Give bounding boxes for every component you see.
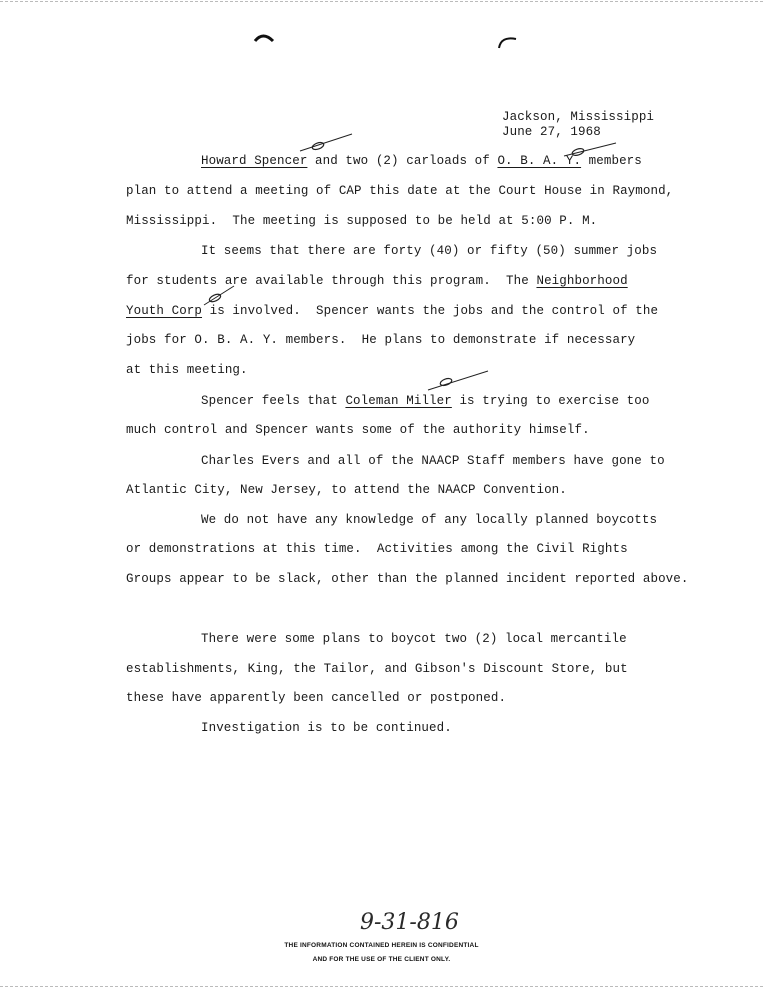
org-youth-corp: Youth Corp [126, 304, 203, 318]
name-howard-spencer: Howard Spencer [201, 154, 308, 168]
paragraph-7-line-1: Investigation is to be continued. [201, 721, 452, 735]
confidential-notice-line-2: AND FOR THE USE OF THE CLIENT ONLY. [312, 956, 451, 963]
paragraph-2-line-1: It seems that there are forty (40) or fifty (50) summer jobs [201, 244, 658, 258]
header-date: June 27, 1968 [502, 125, 601, 139]
header-location: Jackson, Mississippi [502, 110, 655, 124]
paragraph-1-line-3: Mississippi. The meeting is supposed to be held at 5:00 P. M. [126, 214, 598, 228]
paragraph-2-line-4: jobs for O. B. A. Y. members. He plans to demonstrate if necessary [126, 333, 636, 347]
top-edge-rule [0, 1, 763, 2]
check-mark-youth-corp [202, 283, 236, 307]
paragraph-2-line-2: for students are available through this program. The Neighborhood [126, 274, 628, 288]
org-obay: O. B. A. Y. [497, 154, 582, 168]
paragraph-5-line-1: We do not have any knowledge of any locally planned boycotts [201, 513, 658, 527]
paragraph-2-line-3: Youth Corp is involved. Spencer wants the jobs and the control of the [126, 304, 659, 318]
name-coleman-miller: Coleman Miller [345, 394, 452, 408]
paragraph-3-line-2: much control and Spencer wants some of the authority himself. [126, 423, 590, 437]
punch-mark-right [496, 33, 520, 49]
paragraph-1-line-2: plan to attend a meeting of CAP this date at the Court House in Raymond, [126, 184, 674, 198]
paragraph-6-line-3: these have apparently been cancelled or postponed. [126, 691, 507, 705]
paragraph-4-line-1: Charles Evers and all of the NAACP Staff members have gone to [201, 454, 665, 468]
handwritten-file-number: 9-31-816 [360, 910, 459, 935]
paragraph-1-line-1: Howard Spencer and two (2) carloads of O. B. A. Y. members [201, 154, 642, 168]
check-mark-spencer [298, 131, 354, 157]
paragraph-6-line-2: establishments, King, the Tailor, and Gibson's Discount Store, but [126, 662, 628, 676]
paragraph-4-line-2: Atlantic City, New Jersey, to attend the NAACP Convention. [126, 483, 567, 497]
confidential-notice-line-1: THE INFORMATION CONTAINED HEREIN IS CONFIDENTIAL [284, 942, 479, 949]
paragraph-5-line-2: or demonstrations at this time. Activities among the Civil Rights [126, 542, 628, 556]
punch-mark-left [253, 31, 275, 45]
paragraph-6-line-1: There were some plans to boycot two (2) local mercantile [201, 632, 627, 646]
org-neighborhood: Neighborhood [536, 274, 628, 288]
check-mark-obay [562, 140, 618, 162]
paragraph-2-line-5: at this meeting. [126, 363, 248, 377]
check-mark-coleman-miller [426, 368, 490, 394]
paragraph-3-line-1: Spencer feels that Coleman Miller is trying to exercise too [201, 394, 650, 408]
paragraph-5-line-3: Groups appear to be slack, other than the planned incident reported above. [126, 572, 689, 586]
bottom-edge-rule [0, 986, 763, 987]
